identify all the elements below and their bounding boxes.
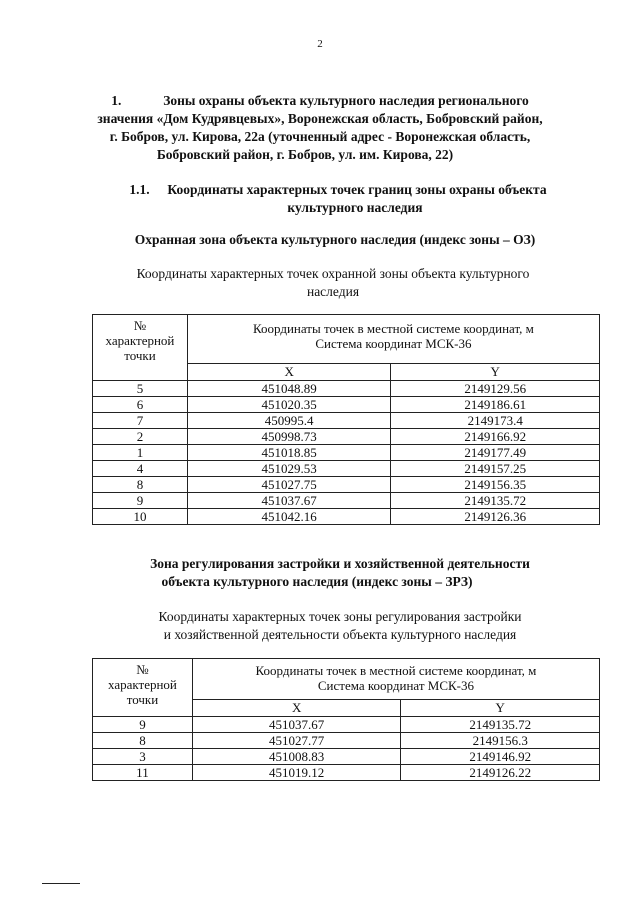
zone-zrz-heading — [0, 555, 640, 591]
y-coordinate-cell: 2149173.4 — [391, 413, 600, 429]
section-1-line-3: г. Бобров, ул. Кирова, 22а (уточненный адрес - Воронежская область, — [109, 129, 531, 144]
y-coordinate-cell: 2149126.36 — [391, 509, 600, 525]
table-row — [93, 461, 600, 477]
point-number-header: № характерной точки — [93, 315, 188, 381]
zone-zrz-heading-line-1: Зона регулирования застройки и хозяйственной деятельности — [150, 556, 530, 571]
y-coordinate-cell: 2149157.25 — [391, 461, 600, 477]
x-coordinate-cell: 450995.4 — [187, 413, 391, 429]
point-number-cell: 8 — [93, 477, 188, 493]
zone-zrz-heading-line-2: объекта культурного наследия (индекс зоны – ЗРЗ) — [161, 574, 473, 589]
table-row — [93, 413, 600, 429]
y-coordinate-cell: 2149177.49 — [391, 445, 600, 461]
table-row — [93, 493, 600, 509]
section-1-heading — [0, 92, 640, 164]
zone-zrz-table — [92, 658, 600, 781]
zone-oz-caption-line-2: наследия — [306, 284, 360, 299]
zone-zrz-caption-line-1: Координаты характерных точек зоны регулирования застройки — [158, 609, 522, 624]
zone-oz-heading-text: Охранная зона объекта культурного наследия (индекс зоны – ОЗ) — [134, 232, 536, 247]
point-number-cell: 3 — [93, 749, 193, 765]
table-row — [93, 733, 600, 749]
y-coordinate-cell: 2149186.61 — [391, 397, 600, 413]
x-coordinate-cell: 451008.83 — [192, 749, 401, 765]
section-1-1-line-1: 1.1. Координаты характерных точек границ зоны охраны объекта — [129, 182, 547, 197]
y-coordinate-cell: 2149166.92 — [391, 429, 600, 445]
x-header: X — [192, 700, 401, 717]
table-row — [93, 445, 600, 461]
y-coordinate-cell: 2149156.3 — [401, 733, 600, 749]
table-row — [93, 749, 600, 765]
y-coordinate-cell: 2149146.92 — [401, 749, 600, 765]
section-1-1-number: 1.1. — [129, 182, 150, 197]
point-number-cell: 4 — [93, 461, 188, 477]
coordinates-header: Координаты точек в местной системе координат, м Система координат МСК-36 — [187, 315, 599, 364]
table-row — [93, 717, 600, 733]
y-coordinate-cell: 2149129.56 — [391, 381, 600, 397]
zone-oz-caption-line-1: Координаты характерных точек охранной зоны объекта культурного — [136, 266, 530, 281]
point-number-cell: 9 — [93, 717, 193, 733]
y-coordinate-cell: 2149135.72 — [391, 493, 600, 509]
x-coordinate-cell: 451037.67 — [192, 717, 401, 733]
x-coordinate-cell: 451029.53 — [187, 461, 391, 477]
page-number: 2 — [317, 38, 323, 50]
x-coordinate-cell: 451019.12 — [192, 765, 401, 781]
point-number-cell: 1 — [93, 445, 188, 461]
point-number-header: № характерной точки — [93, 659, 193, 717]
point-number-cell: 11 — [93, 765, 193, 781]
x-coordinate-cell: 451048.89 — [187, 381, 391, 397]
table-row — [93, 397, 600, 413]
x-coordinate-cell: 451027.77 — [192, 733, 401, 749]
x-coordinate-cell: 450998.73 — [187, 429, 391, 445]
x-coordinate-cell: 451042.16 — [187, 509, 391, 525]
table-row — [93, 509, 600, 525]
section-1-line-2: значения «Дом Кудрявцевых», Воронежская область, Бобровский район, — [97, 111, 543, 126]
section-1-line-1: 1. Зоны охраны объекта культурного наследия регионального — [111, 93, 529, 108]
table-row — [93, 765, 600, 781]
table-row — [93, 477, 600, 493]
zone-zrz-caption-line-2: и хозяйственной деятельности объекта культурного наследия — [163, 627, 517, 642]
section-1-1-line-2: культурного наследия — [287, 200, 423, 215]
zone-oz-heading — [0, 231, 640, 249]
table-row — [93, 429, 600, 445]
footnote-divider — [42, 883, 80, 884]
point-number-cell: 2 — [93, 429, 188, 445]
y-header: Y — [401, 700, 600, 717]
section-1-line-4: Бобровский район, г. Бобров, ул. им. Кирова, 22) — [156, 147, 454, 162]
point-number-cell: 7 — [93, 413, 188, 429]
y-coordinate-cell: 2149126.22 — [401, 765, 600, 781]
zone-oz-table — [92, 314, 600, 525]
point-number-cell: 9 — [93, 493, 188, 509]
point-number-cell: 8 — [93, 733, 193, 749]
x-coordinate-cell: 451027.75 — [187, 477, 391, 493]
x-coordinate-cell: 451018.85 — [187, 445, 391, 461]
zone-oz-caption — [0, 265, 640, 301]
point-number-cell: 5 — [93, 381, 188, 397]
point-number-cell: 6 — [93, 397, 188, 413]
x-header: X — [187, 364, 391, 381]
y-coordinate-cell: 2149135.72 — [401, 717, 600, 733]
point-number-cell: 10 — [93, 509, 188, 525]
section-1-number: 1. — [111, 93, 122, 108]
y-coordinate-cell: 2149156.35 — [391, 477, 600, 493]
y-header: Y — [391, 364, 600, 381]
table-row — [93, 381, 600, 397]
section-1-1-heading — [0, 181, 640, 217]
x-coordinate-cell: 451020.35 — [187, 397, 391, 413]
x-coordinate-cell: 451037.67 — [187, 493, 391, 509]
coordinates-header: Координаты точек в местной системе координат, м Система координат МСК-36 — [192, 659, 599, 700]
zone-zrz-caption — [0, 608, 640, 644]
